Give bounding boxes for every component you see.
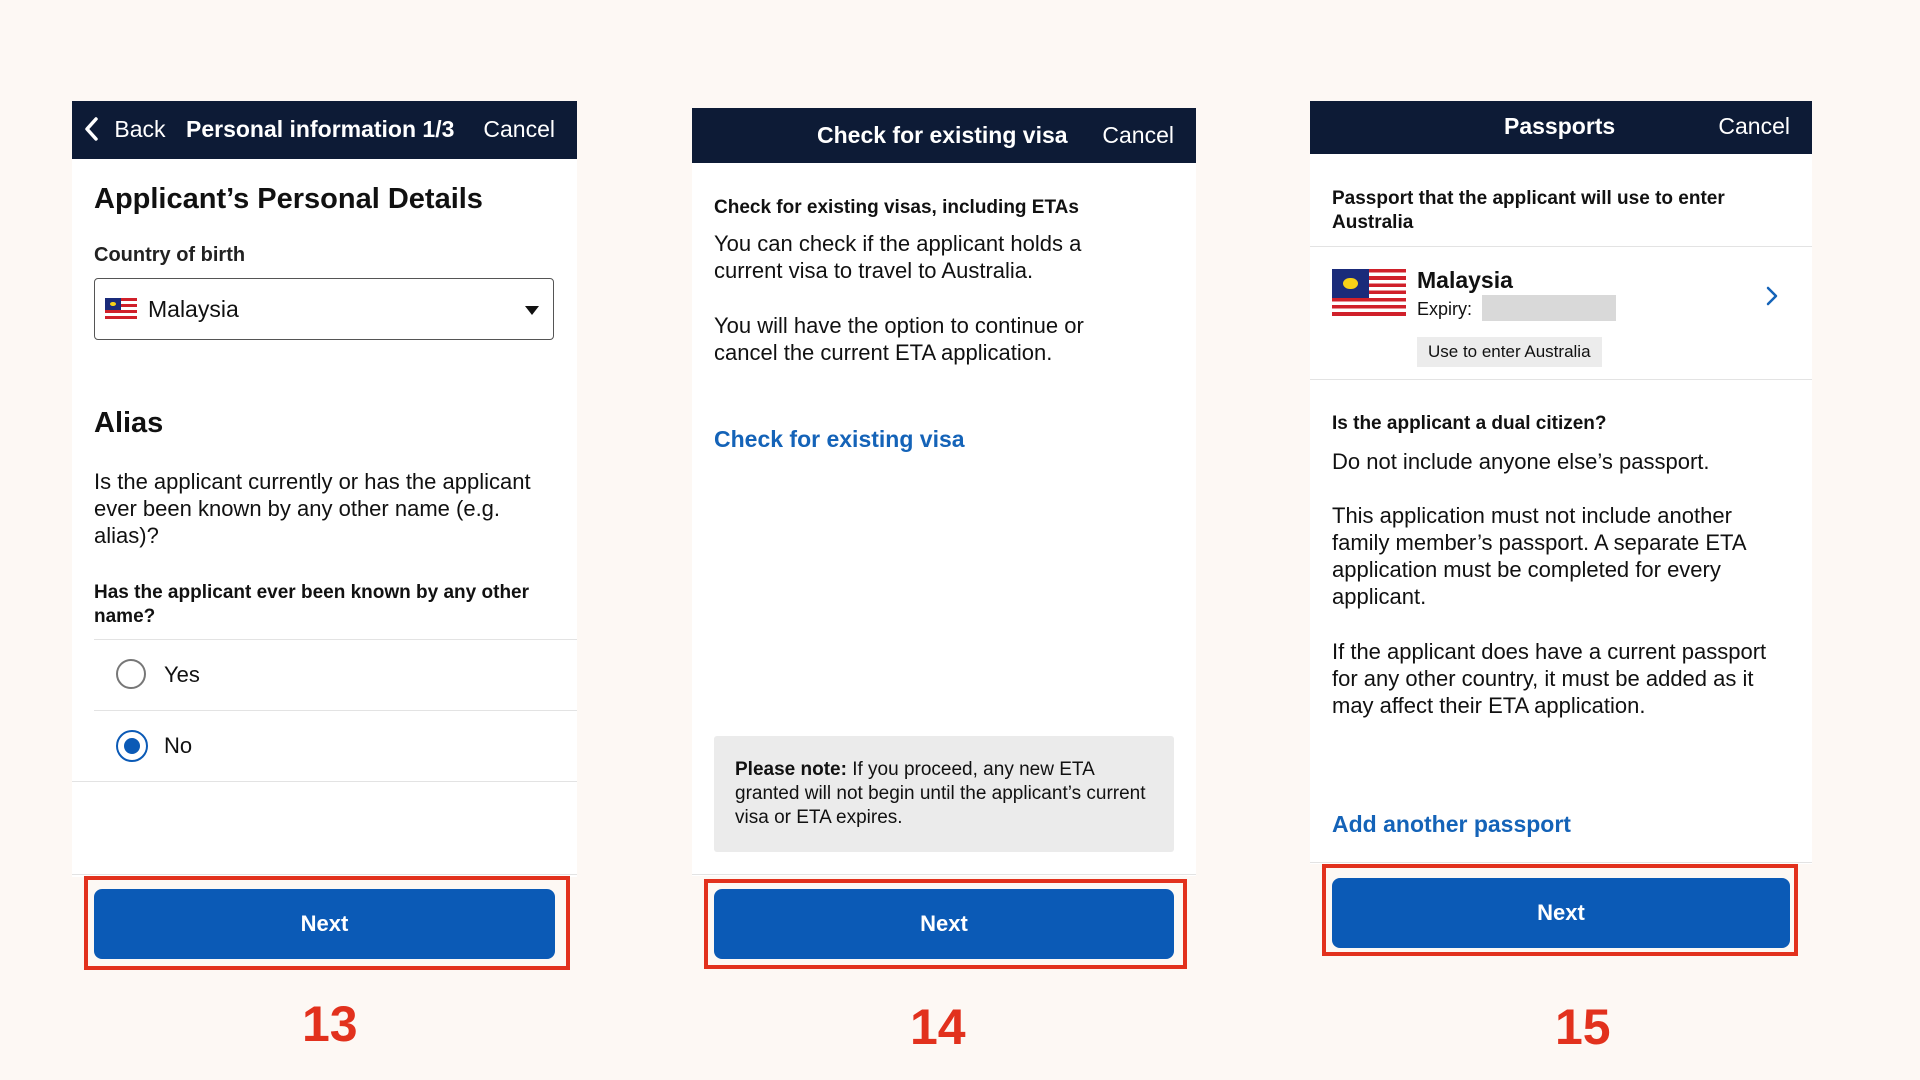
dropdown-arrow-icon — [525, 306, 539, 316]
check-existing-visa-link[interactable]: Check for existing visa — [714, 426, 965, 452]
page-title: Applicant’s Personal Details — [94, 183, 483, 215]
divider — [1310, 379, 1812, 380]
step-number: 15 — [1555, 999, 1611, 1055]
note-box — [714, 736, 1174, 852]
chevron-left-icon — [84, 117, 100, 141]
radio-yes-icon — [116, 659, 146, 689]
cancel-button[interactable]: Cancel — [483, 116, 555, 142]
alias-description: Is the applicant currently or has the applicant ever been known by any other name (e.g. alias)? — [94, 469, 531, 548]
divider — [72, 781, 577, 782]
footer-divider — [692, 874, 1196, 875]
chevron-right-icon — [1766, 286, 1778, 306]
cancel-button[interactable]: Cancel — [1102, 122, 1174, 148]
next-button[interactable]: Next — [714, 889, 1174, 959]
paragraph-3: If the applicant does have a current passport for any other country, it must be added as it may affect their ETA application. — [1332, 639, 1767, 718]
highlight-box — [84, 876, 570, 970]
screen-15 — [1310, 101, 1812, 864]
country-select[interactable] — [94, 278, 554, 340]
footer-divider — [1310, 862, 1812, 863]
radio-option-yes[interactable] — [94, 640, 577, 710]
radio-no-icon — [116, 730, 148, 762]
screen-14 — [692, 108, 1196, 876]
radio-no-label: No — [164, 733, 193, 758]
paragraph-2: This application must not include another family member’s passport. A separate ETA application must be completed for every applicant. — [1332, 503, 1746, 609]
note-body: If you proceed, any new ETA granted will not begin until the applicant’s current visa or ETA expires. — [735, 759, 1146, 828]
alias-question: Has the applicant ever been known by any other name? — [94, 582, 530, 627]
nav-bar — [692, 108, 1196, 163]
subheading: Check for existing visas, including ETAs — [714, 197, 1079, 218]
country-value: Malaysia — [148, 296, 239, 322]
step-number: 14 — [910, 999, 966, 1055]
nav-bar — [1310, 101, 1812, 154]
passport-country: Malaysia — [1417, 267, 1513, 293]
expiry-redacted — [1482, 295, 1616, 321]
highlight-box — [1322, 864, 1798, 956]
passport-card[interactable] — [1310, 247, 1812, 480]
malaysia-flag-icon — [105, 298, 137, 320]
back-button[interactable] — [84, 116, 166, 143]
cancel-button[interactable]: Cancel — [1718, 113, 1790, 139]
country-label: Country of birth — [94, 244, 246, 266]
paragraph-1: Do not include anyone else’s passport. — [1332, 449, 1710, 474]
highlight-box — [704, 879, 1187, 969]
next-button[interactable]: Next — [1332, 878, 1790, 948]
nav-title: Check for existing visa — [817, 122, 1068, 148]
note-text — [735, 758, 1155, 830]
add-another-passport-link[interactable]: Add another passport — [1332, 811, 1571, 837]
footer-divider — [72, 874, 577, 875]
screen-13 — [72, 101, 577, 877]
expiry-label: Expiry: — [1417, 299, 1473, 319]
nav-title: Personal information 1/3 — [186, 116, 455, 142]
paragraph-1: You can check if the applicant holds a current visa to travel to Australia. — [714, 231, 1082, 283]
step-number: 13 — [302, 996, 358, 1052]
nav-title: Passports — [1504, 113, 1616, 139]
next-button[interactable]: Next — [94, 889, 555, 959]
note-bold: Please note: — [735, 759, 847, 780]
passport-heading: Passport that the applicant will use to enter Australia — [1332, 188, 1725, 233]
alias-heading: Alias — [94, 407, 164, 439]
radio-option-no[interactable] — [94, 711, 577, 781]
nav-bar — [72, 101, 577, 159]
malaysia-flag-icon — [1332, 269, 1406, 319]
back-label: Back — [114, 116, 166, 142]
paragraph-2: You will have the option to continue or cancel the current ETA application. — [714, 313, 1084, 365]
radio-yes-label: Yes — [164, 662, 200, 687]
dual-citizen-heading: Is the applicant a dual citizen? — [1332, 413, 1607, 434]
use-badge: Use to enter Australia — [1417, 337, 1602, 367]
